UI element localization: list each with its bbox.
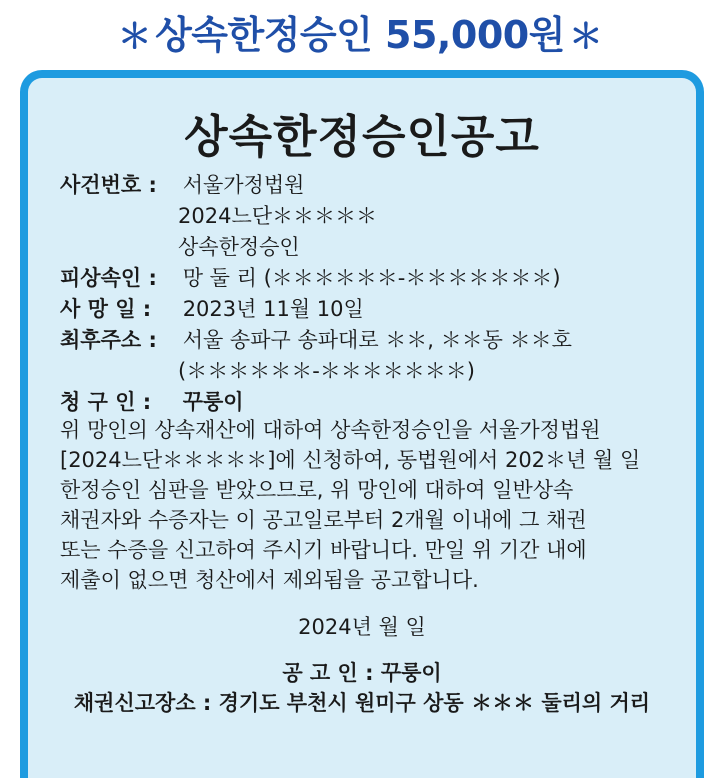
case-line-3: 상속한정승인 xyxy=(178,235,300,259)
body-line: 채권자와 수증자는 이 공고일로부터 2개월 이내에 그 채권 xyxy=(60,508,587,532)
case-line-1: 서울가정법원 xyxy=(182,173,305,197)
address-line-2: (＊＊＊＊＊＊-＊＊＊＊＊＊＊) xyxy=(178,359,475,383)
claim-place-value: 경기도 부천시 원미구 상동 ＊＊＊ 둘리의 거리 xyxy=(218,691,651,715)
notifier-label: 공 고 인 : xyxy=(282,661,374,685)
body-line: 한정승인 심판을 받았으므로, 위 망인에 대하여 일반상속 xyxy=(60,478,574,502)
body-line: 또는 수증을 신고하여 주시기 바랍니다. 만일 위 기간 내에 xyxy=(60,538,587,562)
notice-title: 상속한정승인공고 xyxy=(184,110,540,163)
asterisk-icon: ＊ xyxy=(568,17,603,57)
address-row xyxy=(60,325,572,355)
deceased-label: 피상속인 : xyxy=(60,266,157,290)
body-line: 위 망인의 상속재산에 대하여 상속한정승인을 서울가정법원 xyxy=(60,418,601,442)
notice-date: 2024년 월 일 xyxy=(298,615,426,639)
price-banner xyxy=(0,4,720,66)
deceased-value: 망 둘 리 (＊＊＊＊＊＊-＊＊＊＊＊＊＊) xyxy=(182,266,561,290)
claim-place-label: 채권신고장소 : xyxy=(73,691,212,715)
case-number-label: 사건번호 : xyxy=(60,173,157,197)
asterisk-icon: ＊ xyxy=(117,17,152,57)
death-date-value: 2023년 11월 10일 xyxy=(182,297,364,321)
death-date-row xyxy=(60,294,364,324)
claimant-value: 꾸룽이 xyxy=(182,390,244,414)
body-line: 제출이 없으면 청산에서 제외됨을 공고합니다. xyxy=(60,568,479,592)
case-line-2: 2024느단＊＊＊＊＊ xyxy=(178,204,378,228)
deceased-row xyxy=(60,263,561,293)
notice-card xyxy=(20,70,704,778)
claimant-label: 청 구 인 : xyxy=(60,390,152,414)
notifier-value: 꾸룽이 xyxy=(380,661,442,685)
address-label: 최후주소 : xyxy=(60,328,157,352)
banner-text: 상속한정승인 55,000원 xyxy=(155,13,565,57)
body-line: [2024느단＊＊＊＊＊]에 신청하여, 동법원에서 202＊년 월 일 xyxy=(60,448,641,472)
notice-body xyxy=(60,415,700,595)
claimant-row xyxy=(60,387,244,417)
case-number-row xyxy=(60,170,304,200)
claim-place-row xyxy=(28,687,696,717)
notifier-row xyxy=(28,657,696,687)
death-date-label: 사 망 일 : xyxy=(60,297,152,321)
address-line-1: 서울 송파구 송파대로 ＊＊, ＊＊동 ＊＊호 xyxy=(182,328,572,352)
